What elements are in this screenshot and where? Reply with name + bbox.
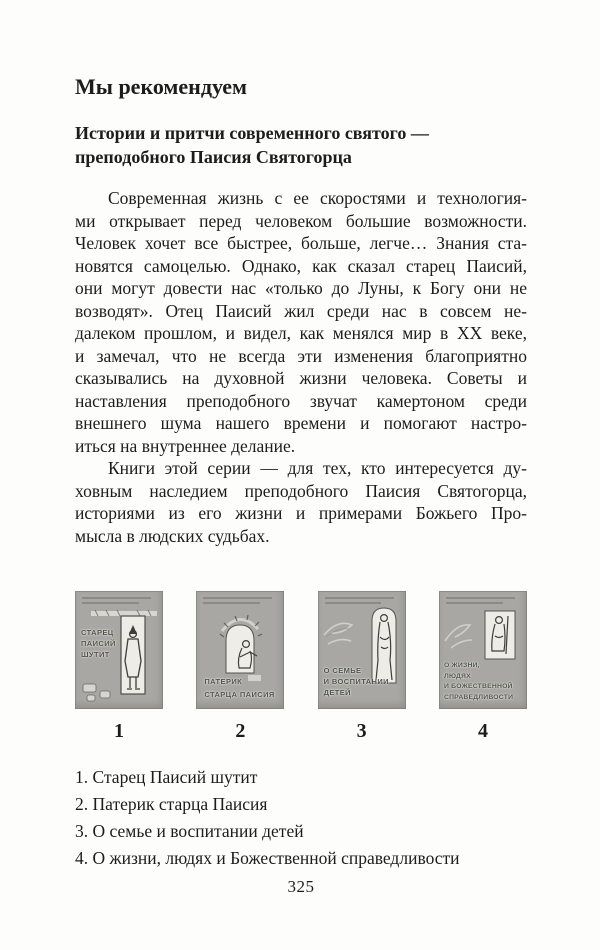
text-line: возводят». Отец Паисий жил среди нас в совсем не- bbox=[75, 300, 527, 321]
text-line: внешнего шума нашего времени и помогают настро- bbox=[75, 413, 527, 433]
book-cover-3 bbox=[318, 591, 406, 709]
subtitle-line: Истории и притчи современного святого — bbox=[75, 123, 429, 143]
text-line: Книги этой серии — для тех, кто интересуется ду- bbox=[108, 458, 527, 478]
cover-number-3: 3 bbox=[356, 720, 367, 742]
text-line: ми открывает перед человеком большие возможности. bbox=[75, 210, 527, 231]
text-line: Современная жизнь с ее скоростями и технология- bbox=[108, 188, 527, 208]
list-item: 3. О семье и воспитании детей bbox=[75, 821, 304, 841]
book-covers-row bbox=[75, 591, 527, 709]
text-line: наставления преподобного звучат камертоном среди bbox=[75, 390, 527, 411]
cover-number-1: 1 bbox=[114, 720, 124, 742]
subtitle-line: преподобного Паисия Святогорца bbox=[75, 147, 352, 167]
list-item: 2. Патерик старца Паисия bbox=[75, 794, 268, 814]
text-line: новятся самоцелью. Однако, как сказал старец Паисий, bbox=[75, 255, 527, 276]
text-line: историями из его жизни и примерами Божьего Про- bbox=[75, 503, 527, 523]
book-cover-4 bbox=[439, 591, 527, 709]
book-cover-2 bbox=[196, 591, 284, 709]
cover-title: О СЕМЬЕ И ВОСПИТАНИИ ДЕТЕЙ bbox=[323, 666, 389, 697]
text-line: Человек хочет все быстрее, больше, легче… Знания ста- bbox=[75, 233, 527, 253]
book-list bbox=[75, 764, 527, 872]
text-line: иться на внутреннее делание. bbox=[75, 435, 296, 456]
paragraph-2 bbox=[75, 457, 527, 547]
page-number: 325 bbox=[287, 877, 315, 896]
cover-number-4: 4 bbox=[477, 720, 488, 742]
cover-title: ПАТЕРИК СТАРЦА ПАИСИЯ bbox=[204, 677, 275, 699]
text-line: мысла в людских судьбах. bbox=[75, 525, 270, 546]
text-line: и замечал, что не всегда эти изменения благоприятно bbox=[75, 345, 527, 366]
page-content bbox=[75, 75, 527, 897]
cover-number-2: 2 bbox=[235, 720, 246, 742]
list-item: 4. О жизни, людях и Божественной справедливости bbox=[75, 848, 460, 868]
cover-numbers-row bbox=[75, 719, 527, 743]
cover-title: О ЖИЗНИ, ЛЮДЯХ И БОЖЕСТВЕННОЙ СПРАВЕДЛИВОСТИ bbox=[443, 662, 514, 701]
text-line: сказывались на духовной жизни человека. Советы и bbox=[75, 368, 527, 388]
paragraph-1 bbox=[75, 187, 527, 457]
list-item: 1. Старец Паисий шутит bbox=[75, 767, 258, 787]
text-line: далеком прошлом, и видел, как менялся мир в XX веке, bbox=[75, 323, 527, 343]
section-subtitle bbox=[75, 121, 527, 169]
text-line: они могут довести нас «только до Луны, к Богу они не bbox=[75, 278, 527, 298]
book-cover-1 bbox=[75, 591, 163, 709]
text-line: ховным наследием преподобного Паисия Святогорца, bbox=[75, 480, 527, 501]
cover-title: СТАРЕЦ ПАИСИЙ ШУТИТ bbox=[81, 628, 116, 659]
page-title: Мы рекомендуем bbox=[75, 74, 248, 99]
